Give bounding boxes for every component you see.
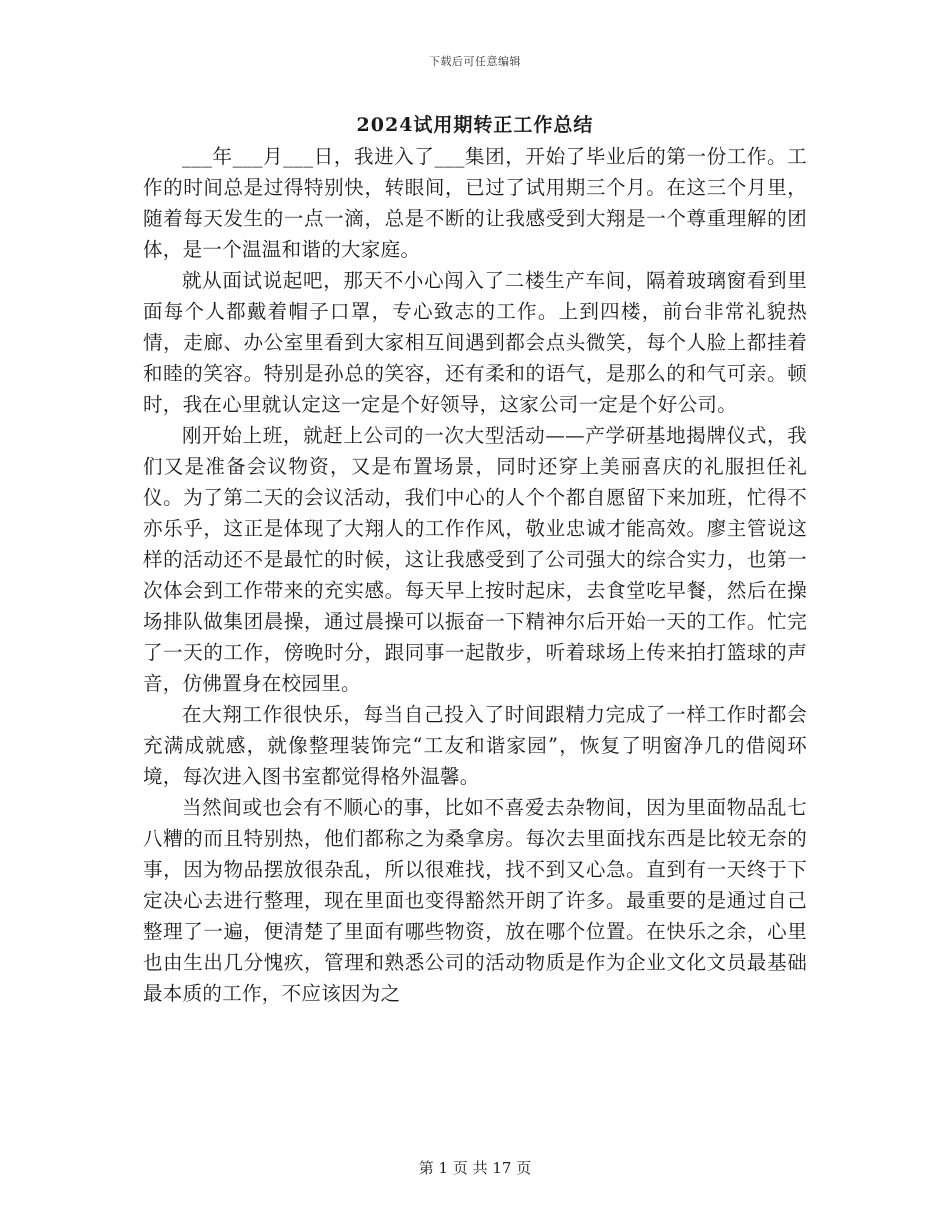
paragraph: 在大翔工作很快乐，每当自己投入了时间跟精力完成了一样工作时都会充满成就感，就像整理装饰完“工友和谐家园”，恢复了明窗净几的借阅环境，每次进入图书室都觉得格外温馨。 (143, 703, 807, 788)
paragraph: ___年___月___日，我进入了___集团，开始了毕业后的第一份工作。工作的时间总是过得特别快，转眼间，已过了试用期三个月。在这三个月里，随着每天发生的一点一滴，总是不断的让我感受到大翔是一个尊重理解的团体，是一个温温和谐的大家庭。 (143, 145, 807, 261)
header-note: 下载后可任意编辑 (429, 55, 521, 68)
paragraph: 刚开始上班，就赶上公司的一次大型活动——产学研基地揭牌仪式，我们又是准备会议物资，又是布置场景，同时还穿上美丽喜庆的礼服担任礼仪。为了第二天的会议活动，我们中心的人个个都自愿留下来加班，忙得不亦乐乎，这正是体现了大翔人的工作作风，敬业忠诚才能高效。廖主管说这样的活动还不是最忙的时候，这让我感受到了公司强大的综合实力，也第一次体会到工作带来的充实感。每天早上按时起床，去食堂吃早餐，然后在操场排队做集团晨操，通过晨操可以振奋一下精神尔后开始一天的工作。忙完了一天的工作，傍晚时分，跟同事一起散步，听着球场上传来拍打篮球的声音，仿佛置身在校园里。 (143, 424, 807, 695)
paragraph: 就从面试说起吧，那天不小心闯入了二楼生产车间，隔着玻璃窗看到里面每个人都戴着帽子口罩，专心致志的工作。上到四楼，前台非常礼貌热情，走廊、办公室里看到大家相互间遇到都会点头微笑，每个人脸上都挂着和睦的笑容。特别是孙总的笑容，还有柔和的语气，是那么的和气可亲。顿时，我在心里就认定这一定是个好领导，这家公司一定是个好公司。 (143, 269, 807, 416)
paragraph: 当然间或也会有不顺心的事，比如不喜爱去杂物间，因为里面物品乱七八糟的而且特别热，他们都称之为桑拿房。每次去里面找东西是比较无奈的事，因为物品摆放很杂乱，所以很难找，找不到又心急。直到有一天终于下定决心去进行整理，现在里面也变得豁然开朗了许多。最重要的是通过自己整理了一遍，便清楚了里面有哪些物资，放在哪个位置。在快乐之余，心里也由生出几分愧疚，管理和熟悉公司的活动物质是作为企业文化文员最基础最本质的工作，不应该因为之 (143, 796, 807, 1005)
page-number: 第 1 页 共 17 页 (418, 1159, 532, 1177)
document-title: 2024试用期转正工作总结 (356, 114, 594, 136)
document-body (143, 141, 807, 1009)
